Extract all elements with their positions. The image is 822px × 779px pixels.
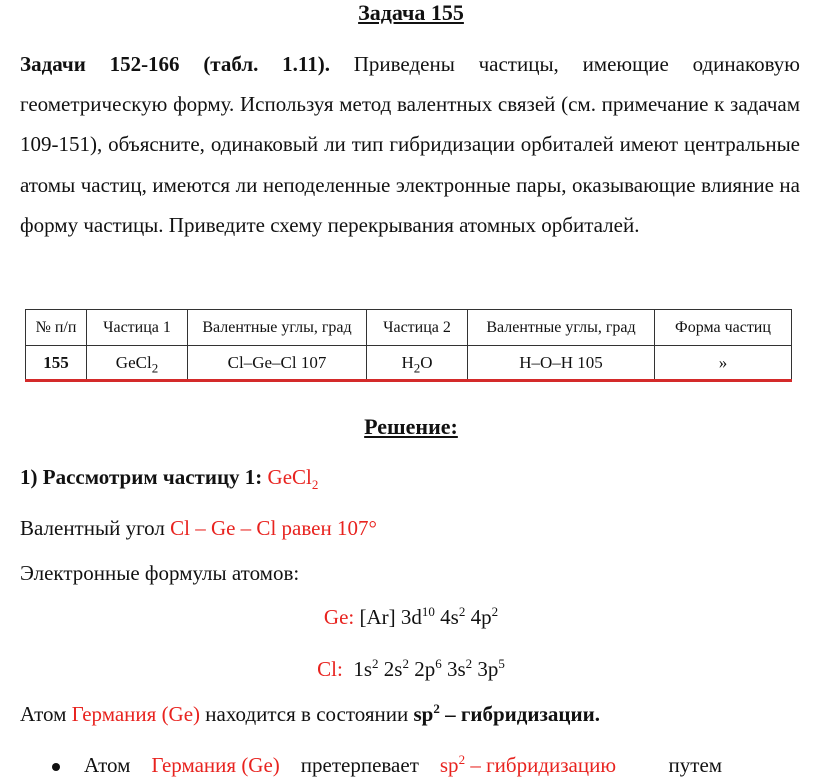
cell-angles-1: Cl–Ge–Cl 107 [188, 346, 367, 381]
electron-formulas-heading: Электронные формулы атомов: [20, 561, 300, 585]
particles-table [25, 309, 792, 382]
cell-particle-2: $H_2O$ [367, 346, 468, 381]
header-shape: Форма частиц [655, 310, 792, 346]
header-angles-2: Валентные углы, град [468, 310, 655, 346]
cell-angles-2: H–O–H 105 [468, 346, 655, 381]
task-title: Задача 155 [358, 0, 464, 25]
header-particle-2: Частица 2 [367, 310, 468, 346]
cell-num: 155 [26, 346, 87, 381]
header-num: № п/п [26, 310, 87, 346]
hybridization-state-line: Атом Германия (Ge) находится в состоянии $sp^2$ – гибридизации. [20, 701, 600, 726]
task-text: Приведены частицы, имеющие одинаковую геометрическую форму. Используя метод валентных связей (см. примечание к задачам 109-151), объясните, одинаковый ли тип гибридизации орбиталей имеют центральные атомы частиц, имеются ли неподеленные электронные пары, оказывающие влияние на форму частицы. Приведите схему перекрывания атомных орбиталей. [20, 52, 800, 237]
ge-electron-config: Ge: [Ar] $3d^{10}$ $4s^2$ $4p^2$ [323, 604, 499, 629]
bullet-dot-icon [52, 763, 60, 771]
header-angles-1: Валентные углы, град [188, 310, 367, 346]
solution-heading: Решение: [364, 414, 458, 439]
step-1-formula: GeCl$_2$ [267, 465, 319, 493]
table-row [26, 346, 792, 381]
cl-electron-config: Cl: $1s^2$ $2s^2$ $2p^6$ $3s^2$ $3p^5$ [317, 656, 505, 681]
angle-line: Валентный угол Cl – Ge – Cl равен 107° [20, 516, 377, 540]
step-1-heading: 1) Рассмотрим частицу 1: GeCl$_2$ [20, 465, 319, 493]
cell-shape: » [655, 346, 792, 381]
bullet-item: Атом Германия (Ge) претерпевает $sp^2$ – гибридизацию путем [20, 751, 800, 779]
task-lead: Задачи 152-166 (табл. 1.11). [20, 52, 330, 76]
table-header-row [26, 310, 792, 346]
task-statement [20, 44, 800, 245]
cell-particle-1: GeCl$_2$ [87, 346, 188, 381]
header-particle-1: Частица 1 [87, 310, 188, 346]
